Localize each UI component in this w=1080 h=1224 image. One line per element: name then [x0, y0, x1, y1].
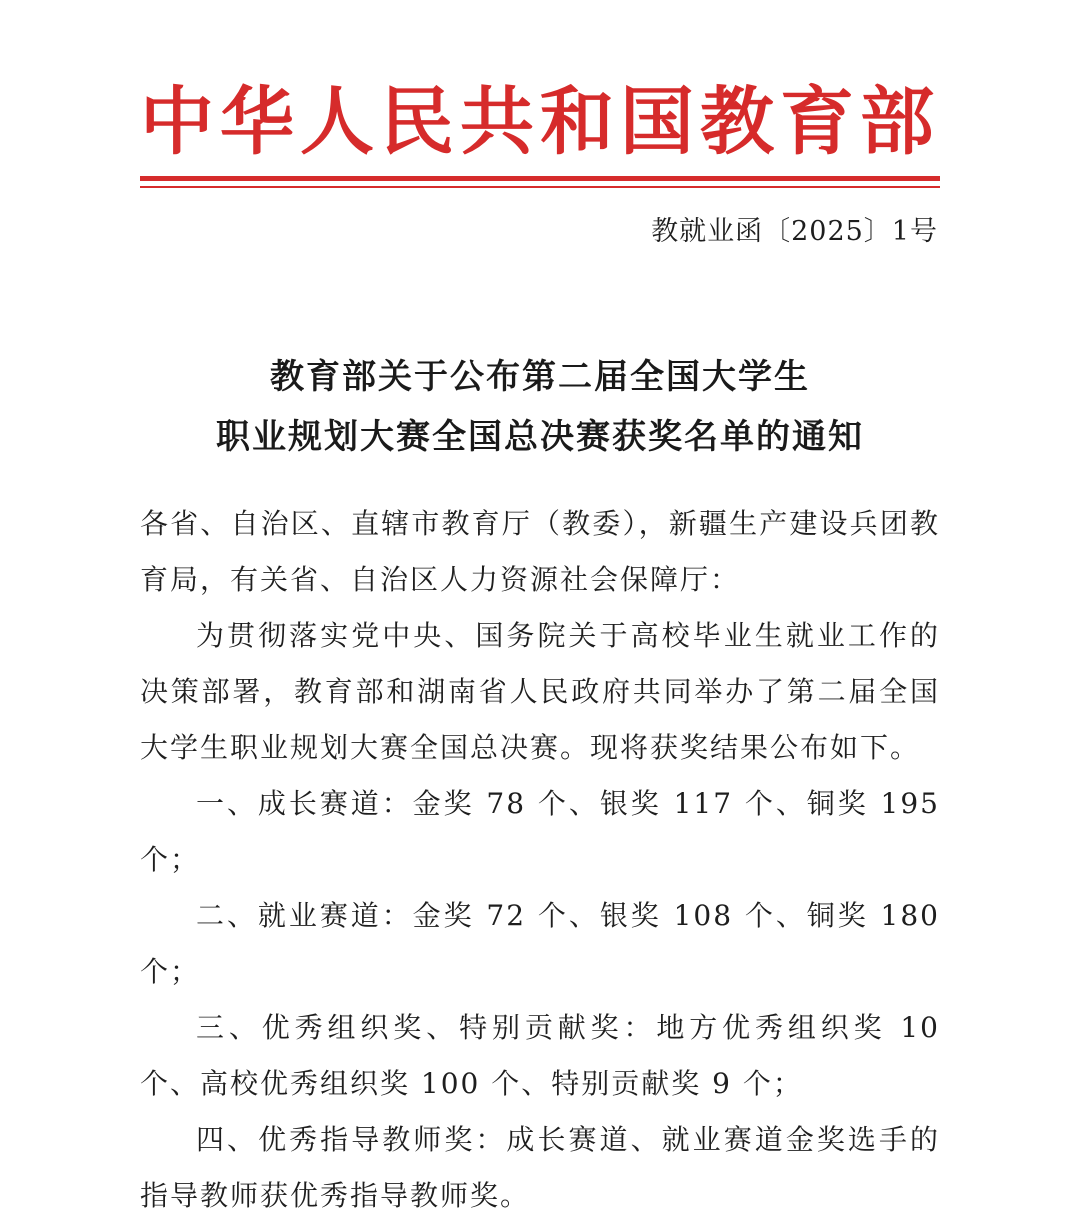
ministry-header: 中华人民共和国教育部	[140, 79, 940, 165]
header-rule-thick	[140, 176, 940, 181]
document-number: 教就业函〔2025〕1号	[651, 216, 938, 247]
intro-paragraph: 为贯彻落实党中央、国务院关于高校毕业生就业工作的决策部署，教育部和湖南省人民政府共同举办了第二届全国大学生职业规划大赛全国总决赛。现将获奖结果公布如下。	[140, 619, 940, 764]
addressee-paragraph: 各省、自治区、直辖市教育厅（教委），新疆生产建设兵团教育局，有关省、自治区人力资源社会保障厅：	[140, 507, 940, 596]
notice-title-line-1: 教育部关于公布第二届全国大学生	[270, 357, 810, 397]
header-rule-thin	[140, 186, 940, 188]
award-item-growth-track: 一、成长赛道：金奖 78 个、银奖 117 个、铜奖 195 个；	[140, 787, 940, 876]
award-item-organization: 三、优秀组织奖、特别贡献奖：地方优秀组织奖 10 个、高校优秀组织奖 100 个、特别贡献奖 9 个；	[140, 1011, 940, 1100]
notice-body	[140, 496, 940, 1224]
award-item-employment-track: 二、就业赛道：金奖 72 个、银奖 108 个、铜奖 180 个；	[140, 899, 940, 988]
award-item-instructor: 四、优秀指导教师奖：成长赛道、就业赛道金奖选手的指导教师获优秀指导教师奖。	[140, 1123, 940, 1212]
notice-title-line-2: 职业规划大赛全国总决赛获奖名单的通知	[216, 417, 864, 457]
